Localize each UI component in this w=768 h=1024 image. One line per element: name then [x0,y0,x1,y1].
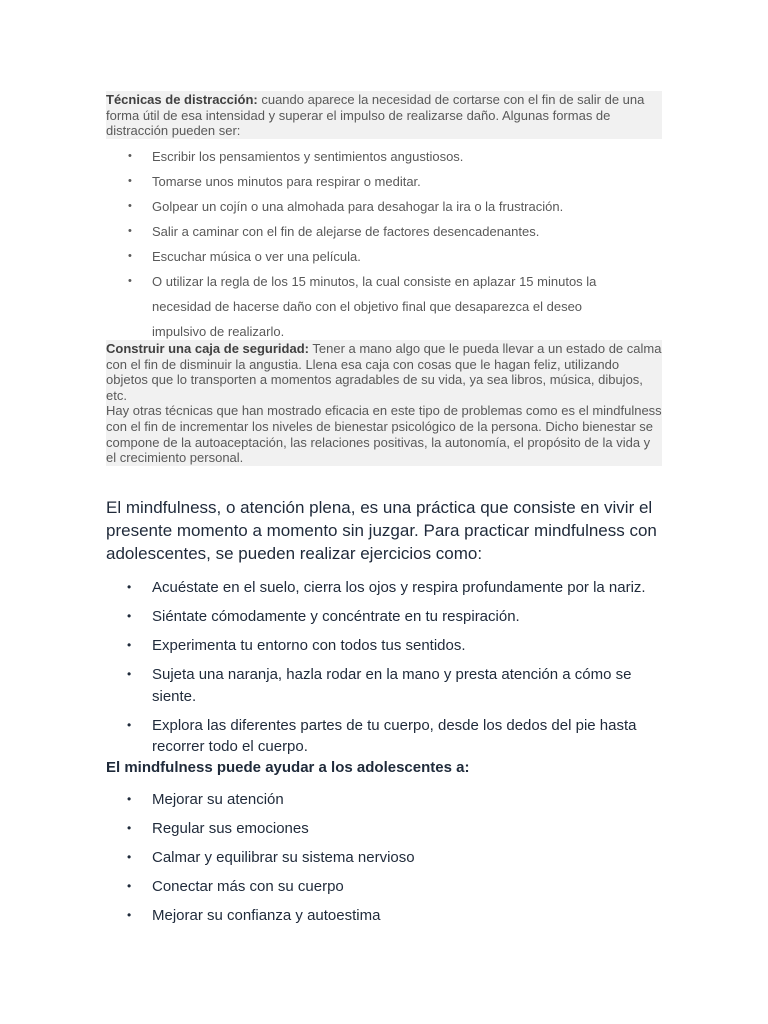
bullet-icon: • [127,580,132,594]
bullet-icon: • [127,638,132,652]
bullet-icon: • [127,667,132,681]
list-item [0,876,652,898]
list-item-text: Sujeta una naranja, hazla rodar en la mano y presta atención a cómo se siente. [152,666,632,705]
list-item [0,219,652,244]
benefits-heading: El mindfulness puede ayudar a los adolescentes a: [106,759,470,776]
distraction-list [0,144,652,344]
paragraph-text [106,341,662,403]
bullet-icon: • [127,609,132,623]
bullet-icon: • [127,850,132,864]
list-item [0,847,652,869]
list-item [0,269,624,344]
list-item-text: Escuchar música o ver una película. [152,249,361,264]
list-item-text: Tomarse unos minutos para respirar o meditar. [152,174,421,189]
list-item [0,789,652,811]
list-item [0,715,642,758]
list-item-text: Escribir los pensamientos y sentimientos angustiosos. [152,149,464,164]
mindfulness-intro: El mindfulness, o atención plena, es una práctica que consiste en vivir el presente momento a momento sin juzgar. Para practicar mindfulness con adolescentes, se pueden realizar ejercicios como: [106,498,657,563]
paragraph-body: cuando aparece la necesidad de cortarse con el fin de salir de una forma útil de esa intensidad y superar el impulso de realizarse daño. Algunas formas de distracción pueden ser: [106,92,645,139]
bullet-icon: • [128,175,132,187]
list-item-text: Salir a caminar con el fin de alejarse de factores desencadenantes. [152,224,540,239]
bullet-icon: • [127,908,132,922]
list-item-text: Explora las diferentes partes de tu cuerpo, desde los dedos del pie hasta recorrer todo el cuerpo. [152,716,637,755]
bullet-icon: • [127,879,132,893]
bullet-icon: • [127,821,132,835]
list-item-text: Siéntate cómodamente y concéntrate en tu respiración. [152,608,520,625]
bullet-icon: • [127,792,132,806]
paragraph-bold-lead: Construir una caja de seguridad: [106,341,309,356]
paragraph-text-secondary: Hay otras técnicas que han mostrado eficacia en este tipo de problemas como es el mindfulness con el fin de incrementar los niveles de bienestar psicológico de la persona. Dicho bienestar se compone de la autoaceptación, las relaciones positivas, la autonomía, el propósito de la vida y el crecimiento personal. [106,403,662,466]
list-item [0,144,652,169]
list-item-text: Acuéstate en el suelo, cierra los ojos y respira profundamente por la nariz. [152,579,646,596]
list-item [0,194,652,219]
list-item-text: Golpear un cojín o una almohada para desahogar la ira o la frustración. [152,199,564,214]
list-item [0,606,652,628]
list-item-text: Mejorar su atención [152,791,284,808]
bullet-icon: • [128,250,132,262]
bullet-icon: • [128,200,132,212]
paragraph-bold-lead: Técnicas de distracción: [106,92,258,107]
bullet-icon: • [128,225,132,237]
list-item [0,818,652,840]
exercises-list [0,577,652,765]
bullet-icon: • [127,717,132,732]
list-item-text: O utilizar la regla de los 15 minutos, la cual consiste en aplazar 15 minutos la necesidad de hacerse daño con el objetivo final que desaparezca el deseo impulsivo de realizarlo. [152,274,597,339]
paragraph-body: Tener a mano algo que le pueda llevar a un estado de calma con el fin de disminuir la angustia. Llena esa caja con cosas que le hagan feliz, utilizando objetos que lo transporten a momentos agradables de su vida, ya sea libros, música, dibujos, etc. [106,341,662,403]
distraction-techniques-paragraph [106,91,662,139]
bullet-icon: • [128,275,132,287]
list-item-text: Calmar y equilibrar su sistema nervioso [152,849,415,866]
list-item [0,664,642,707]
list-item-text: Experimenta tu entorno con todos tus sentidos. [152,637,466,654]
list-item-text: Regular sus emociones [152,820,309,837]
benefits-list [0,789,652,934]
bullet-icon: • [128,150,132,162]
list-item-text: Mejorar su confianza y autoestima [152,907,381,924]
safety-box-paragraph [106,340,662,466]
list-item [0,244,652,269]
paragraph-text [106,92,662,139]
list-item [0,169,652,194]
list-item [0,635,652,657]
list-item [0,905,652,927]
list-item-text: Conectar más con su cuerpo [152,878,344,895]
list-item [0,577,652,599]
